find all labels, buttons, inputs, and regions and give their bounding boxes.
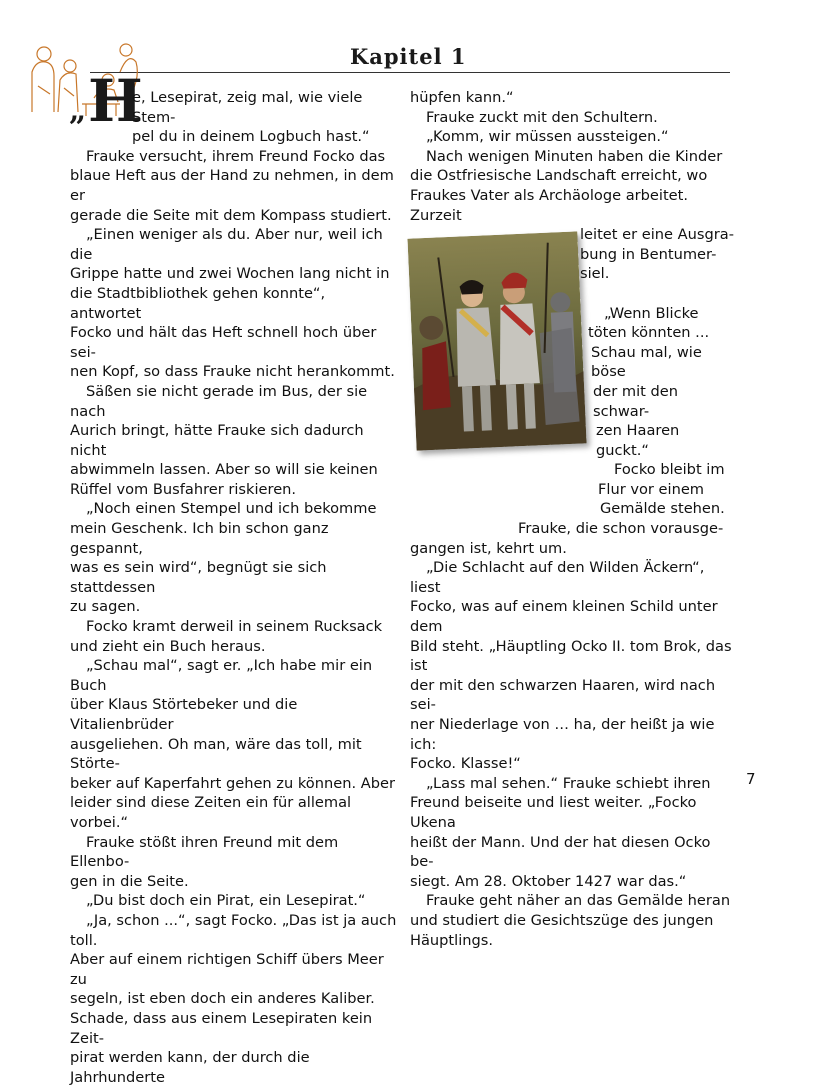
text-line: „Ja, schon ...“, sagt Focko. „Das ist ja auch toll.: [70, 911, 397, 949]
chapter-title: Kapitel 1: [350, 44, 467, 69]
text-line: Säßen sie nicht gerade im Bus, der sie nach: [70, 382, 368, 420]
text-line: pel du in deinem Logbuch hast.“: [132, 128, 370, 146]
text-line: blaue Heft aus der Hand zu nehmen, in dem er: [70, 167, 394, 204]
text-line: „Einen weniger als du. Aber nur, weil ich die: [70, 226, 383, 263]
text-line: Gemälde stehen.: [600, 500, 725, 518]
text-line: „Wenn Blicke: [604, 304, 699, 322]
text-line: Grippe hatte und zwei Wochen lang nicht in: [70, 265, 390, 283]
text-line: „Du bist doch ein Pirat, ein Lesepirat.“: [86, 892, 366, 910]
text-line: zen Haaren guckt.“: [596, 422, 680, 459]
text-line: nen Kopf, so dass Frauke nicht herankommt.: [70, 363, 395, 381]
text-line-spacer: [410, 284, 736, 304]
text-line: der mit den schwarzen Haaren, wird nach sei-: [410, 676, 716, 714]
text-line: und studiert die Gesichtszüge des jungen: [410, 911, 714, 929]
text-line: mein Geschenk. Ich bin schon ganz gespannt,: [70, 520, 329, 557]
text-line: die Ostfriesische Landschaft erreicht, wo: [410, 167, 708, 185]
text-line: leitet er eine Ausgra-: [580, 226, 734, 244]
text-line: gerade die Seite mit dem Kompass studiert.: [70, 206, 392, 224]
text-line: leider sind diese Zeiten ein für allemal vorbei.“: [70, 794, 352, 831]
text-line: „Schau mal“, sagt er. „Ich habe mir ein Buch: [70, 657, 373, 694]
text-line: „Die Schlacht auf den Wilden Äckern“, liest: [410, 559, 705, 596]
text-line: segeln, ist eben doch ein anderes Kaliber.: [70, 990, 375, 1008]
text-line: beker auf Kaperfahrt gehen zu können. Aber: [70, 774, 395, 792]
text-line: e, Lesepirat, zeig mal, wie viele Stem-: [132, 89, 363, 126]
text-line: Focko kramt derweil in seinem Rucksack: [86, 618, 383, 636]
text-line: bung in Bentumer-: [580, 245, 717, 263]
text-line: und zieht ein Buch heraus.: [70, 637, 266, 655]
text-line: Rüffel vom Busfahrer riskieren.: [70, 480, 297, 498]
text-line: Focko. Klasse!“: [410, 755, 521, 773]
text-line: Frauke, die schon vorausge-: [518, 520, 724, 538]
text-line: Frauke versucht, ihrem Freund Focko das: [86, 147, 386, 165]
text-line: pirat werden kann, der durch die Jahrhunderte: [70, 1049, 310, 1086]
text-line: Freund beiseite und liest weiter. „Focko Ukena: [410, 794, 697, 831]
text-line: Focko bleibt im: [614, 461, 725, 479]
text-line: siel.: [580, 265, 610, 283]
text-line: Focko und hält das Heft schnell hoch über sei-: [70, 324, 377, 361]
text-line: töten könnten ...: [588, 324, 710, 342]
header-rule: [90, 72, 730, 73]
text-line: Schade, dass aus einem Lesepiraten kein Zeit-: [70, 1009, 373, 1047]
text-line: der mit den schwar-: [593, 382, 679, 420]
text-line: Aurich bringt, hätte Frauke sich dadurch nicht: [70, 422, 364, 459]
text-line: Frauke geht näher an das Gemälde heran: [426, 892, 731, 910]
text-line: Frauke stößt ihren Freund mit dem Ellenbo-: [70, 833, 339, 871]
text-line: Bild steht. „Häuptling Ocko II. tom Brok, das ist: [410, 637, 732, 675]
text-line: die Stadtbibliothek gehen konnte“, antwortet: [70, 284, 326, 322]
text-line: über Klaus Störtebeker und die Vitalienbrüder: [70, 696, 298, 733]
text-line: „Komm, wir müssen aussteigen.“: [426, 128, 669, 146]
text-line: ner Niederlage von … ha, der heißt ja wie ich:: [410, 716, 715, 753]
text-line: Aber auf einem richtigen Schiff übers Meer zu: [70, 951, 384, 988]
text-line: Fraukes Vater als Archäologe arbeitet. Zurzeit: [410, 186, 689, 224]
text-line: ausgeliehen. Oh man, wäre das toll, mit Störte-: [70, 735, 362, 773]
text-line: hüpfen kann.“: [410, 89, 514, 106]
text-line: Focko, was auf einem kleinen Schild unter dem: [410, 598, 718, 636]
drop-cap-quote: „: [69, 93, 87, 128]
left-text-column: [70, 88, 400, 1087]
text-line: „Lass mal sehen.“ Frauke schiebt ihren: [426, 774, 711, 792]
text-line: „Noch einen Stempel und ich bekomme: [86, 500, 377, 518]
text-line: was es sein wird“, begnügt sie sich stattdessen: [70, 559, 327, 596]
text-line: Häuptlings.: [410, 931, 494, 949]
text-line: heißt der Mann. Und der hat diesen Ocko be-: [410, 833, 711, 871]
text-line: abwimmeln lassen. Aber so will sie keinen: [70, 461, 378, 479]
text-line: gangen ist, kehrt um.: [410, 539, 567, 557]
text-line: Flur vor einem: [598, 480, 705, 498]
drop-cap-letter: H: [88, 67, 143, 135]
text-line: siegt. Am 28. Oktober 1427 war das.“: [410, 872, 687, 890]
text-line: Schau mal, wie böse: [591, 343, 702, 381]
text-line: gen in die Seite.: [70, 872, 189, 890]
text-line: Nach wenigen Minuten haben die Kinder: [426, 147, 723, 165]
text-line: zu sagen.: [70, 598, 141, 616]
page-number: 7: [746, 770, 756, 788]
text-line: Frauke zuckt mit den Schultern.: [426, 108, 658, 126]
right-text-column: [410, 88, 736, 950]
